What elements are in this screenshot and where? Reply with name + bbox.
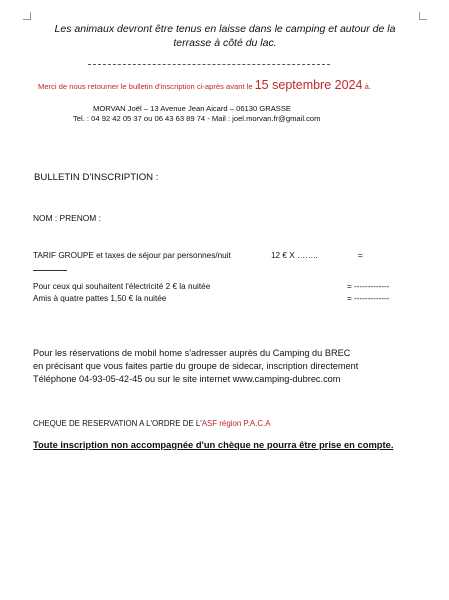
- animaux-label: Amis à quatre pattes 1,50 € la nuitée: [33, 294, 167, 303]
- tarif-label: TARIF GROUPE et taxes de séjour par personnes/nuit: [33, 251, 231, 260]
- deadline-text: Merci de nous retourner le bulletin d'inscription ci-après avant le: [38, 82, 253, 91]
- name-field-label: NOM : PRENOM :: [33, 213, 101, 223]
- deadline-suffix: à.: [364, 82, 371, 91]
- cheque-prefix: CHEQUE DE RESERVATION A L'ORDRE DE L': [33, 419, 202, 428]
- info-line-2: en précisant que vous faites partie du groupe de sidecar, inscription directement: [33, 361, 359, 371]
- info-line-3: Téléphone 04-93-05-42-45 ou sur le site internet www.camping-dubrec.com: [33, 374, 341, 384]
- page-corner-mark-right: [419, 12, 427, 20]
- electricite-label: Pour ceux qui souhaitent l'électricité 2 € la nuitée: [33, 282, 211, 291]
- form-title: BULLETIN D'INSCRIPTION :: [34, 172, 159, 183]
- intro-text: Les animaux devront être tenus en laisse dans le camping et autour de la terrasse à côté du lac.: [54, 23, 396, 49]
- cheque-warning: Toute inscription non accompagnée d'un chèque ne pourra être prise en compte.: [33, 439, 394, 450]
- animaux-blank: = -------------: [347, 294, 390, 303]
- info-line-1: Pour les réservations de mobil home s'adresser auprès du Camping du BREC: [33, 348, 351, 358]
- electricite-blank: = -------------: [347, 282, 390, 291]
- deadline-notice: [38, 78, 371, 92]
- cheque-instruction: [33, 419, 270, 428]
- deadline-date: 15 septembre 2024: [254, 78, 363, 92]
- contact-address: MORVAN Joël – 13 Avenue Jean Aicard – 06130 GRASSE: [93, 104, 291, 113]
- cheque-payee: ASF région P.A.C.A: [201, 419, 271, 428]
- separator-line: [88, 64, 330, 65]
- tarif-total-blank: [33, 270, 67, 271]
- page-corner-mark-left: [23, 12, 31, 20]
- tarif-price: 12 € X ……..: [271, 251, 318, 260]
- tarif-equals: =: [358, 251, 363, 260]
- contact-phone-email: Tel. : 04 92 42 05 37 ou 06 43 63 89 74 - Mail : joel.morvan.fr@gmail.com: [73, 114, 321, 123]
